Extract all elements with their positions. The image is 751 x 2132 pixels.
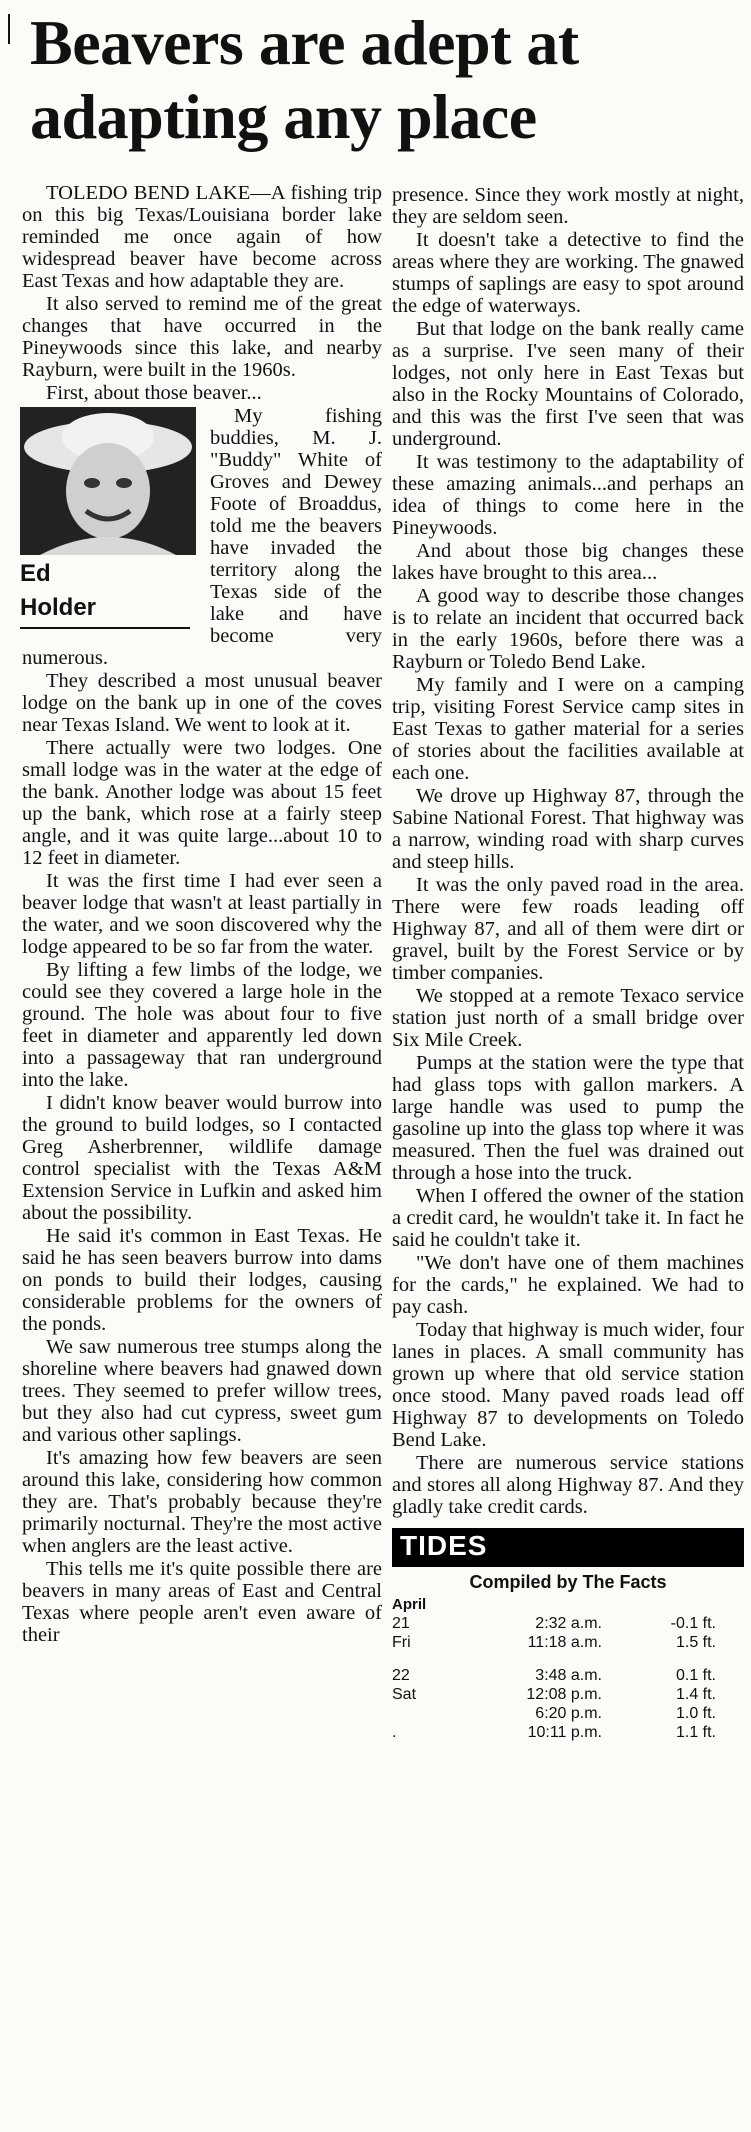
tide-day xyxy=(392,1704,452,1723)
tide-day: 21 xyxy=(392,1615,410,1632)
paragraph: When I offered the owner of the station a credit card, he wouldn't take it. In fact he said he couldn't take it. xyxy=(392,1185,744,1251)
table-row xyxy=(392,1595,744,1614)
paragraph: It's amazing how few beavers are seen around this lake, considering how common they are. That's probably because they're primarily nocturnal. They're the most active when anglers are the least active. xyxy=(22,1447,382,1557)
tide-time: 11:18 a.m. xyxy=(527,1634,602,1651)
tides-table xyxy=(392,1595,744,1742)
author-first-name: Ed xyxy=(20,560,51,587)
tide-time: 10:11 p.m. xyxy=(527,1724,602,1741)
tide-height: 1.4 ft. xyxy=(675,1686,716,1703)
paragraph: He said it's common in East Texas. He said he has seen beavers burrow into dams on ponds to build their lodges, causing considerable problems for the owners of the ponds. xyxy=(22,1225,382,1335)
tide-day: . xyxy=(392,1724,397,1741)
paragraph: We saw numerous tree stumps along the shoreline where beavers had gnawed down trees. They seemed to prefer willow trees, but they also had cut cypress, sweet gum and various other saplings. xyxy=(22,1336,382,1446)
author-last-name: Holder xyxy=(20,594,97,621)
paragraph: My fishing buddies, M. J. "Buddy" White of Groves and Dewey Foote of Broaddus, told me the beavers have invaded the territory along the Texas side of the lake and have become very numerous. xyxy=(22,405,382,669)
table-row xyxy=(392,1723,744,1742)
tide-time: 2:32 a.m. xyxy=(535,1615,602,1632)
paragraph: It was the only paved road in the area. There were few roads leading off Highway 87, and all of them were dirt or gravel, built by the Forest Service or by timber companies. xyxy=(392,874,744,984)
paragraph: There actually were two lodges. One small lodge was in the water at the edge of the bank. Another lodge was about 15 feet up the bank, which rose at a fairly steep angle, and it was quite large...about 10 to 12 feet in diameter. xyxy=(22,737,382,869)
paragraph: It was testimony to the adaptability of these amazing animals...and perhaps an idea of things to come here in the Pineywoods. xyxy=(392,451,744,539)
article-right-column xyxy=(392,184,744,1742)
paragraph: But that lodge on the bank really came as a surprise. I've seen many of their lodges, not only here in East Texas but also in the Rocky Mountains of Colorado, and this was the first I've seen that was underground. xyxy=(392,318,744,450)
paragraph: presence. Since they work mostly at night, they are seldom seen. xyxy=(392,184,744,228)
article-left-column xyxy=(22,182,382,1647)
paragraph: They described a most unusual beaver lodge on the bank up in one of the coves near Texas Island. We went to look at it. xyxy=(22,670,382,736)
paragraph: We stopped at a remote Texaco service station just north of a small bridge over Six Mile Creek. xyxy=(392,985,744,1051)
headline: Beavers are adept at adapting any place xyxy=(30,7,579,152)
paragraph: Today that highway is much wider, four lanes in places. A small community has grown up where that old service station once stood. Many paved roads lead off Highway 87 to developments on Toledo Bend Lake. xyxy=(392,1319,744,1451)
table-row xyxy=(392,1633,744,1652)
paragraph: We drove up Highway 87, through the Sabine National Forest. That highway was a narrow, winding road with sharp curves and steep hills. xyxy=(392,785,744,873)
paragraph: By lifting a few limbs of the lodge, we could see they covered a large hole in the ground. The hole was about four to five feet in diameter and apparently led down into a passageway that ran underground into the lake. xyxy=(22,959,382,1091)
table-row xyxy=(392,1685,744,1704)
tide-day: Fri xyxy=(392,1634,411,1651)
tides-title: TIDES xyxy=(392,1528,744,1567)
paragraph: A good way to describe those changes is to relate an incident that occurred back in the early 1960s, before there was a Rayburn or Toledo Bend Lake. xyxy=(392,585,744,673)
paragraph: This tells me it's quite possible there are beavers in many areas of East and Central Texas where people aren't even aware of their xyxy=(22,1558,382,1646)
tide-height: 1.1 ft. xyxy=(675,1724,716,1741)
tides-box xyxy=(392,1528,744,1742)
paragraph: It was the first time I had ever seen a beaver lodge that wasn't at least partially in the water, and we soon discovered why the lodge appeared to be so far from the water. xyxy=(22,870,382,958)
tide-time: 12:08 p.m. xyxy=(526,1686,602,1703)
author-box xyxy=(20,407,200,629)
tide-height: 0.1 ft. xyxy=(675,1667,716,1684)
paragraph: "We don't have one of them machines for the cards," he explained. We had to pay cash. xyxy=(392,1252,744,1318)
table-row xyxy=(392,1704,744,1723)
author-portrait-icon xyxy=(20,407,196,555)
paragraph: First, about those beaver... xyxy=(46,382,262,404)
tides-month: April xyxy=(392,1596,427,1613)
tide-day: 22 xyxy=(392,1667,410,1684)
paragraph: I didn't know beaver would burrow into the ground to build lodges, so I contacted Greg Asherbrenner, wildlife damage control specialist with the Texas A&M Extension Service in Lufkin and asked him about the possibility. xyxy=(22,1092,382,1224)
paragraph: There are numerous service stations and stores all along Highway 87. And they gladly take credit cards. xyxy=(392,1452,744,1518)
table-row xyxy=(392,1666,744,1685)
author-photo xyxy=(20,407,196,555)
paragraph: My family and I were on a camping trip, visiting Forest Service camp sites in East Texas to gather material for a series of stories about the facilities available at each one. xyxy=(392,674,744,784)
paragraph: And about those big changes these lakes have brought to this area... xyxy=(392,540,744,584)
paragraph: It doesn't take a detective to find the areas where they are working. The gnawed stumps of saplings are easy to spot around the edge of waterways. xyxy=(392,229,744,317)
tide-height: 1.5 ft. xyxy=(675,1634,716,1651)
tides-credit: Compiled by The Facts xyxy=(469,1572,667,1592)
paragraph: TOLEDO BEND LAKE—A fishing trip on this big Texas/Louisiana border lake reminded me once again of how widespread beaver have become across East Texas and how adaptable they are. xyxy=(22,182,382,292)
tide-day: Sat xyxy=(392,1686,417,1703)
author-rule xyxy=(20,627,190,629)
column-rule xyxy=(8,14,10,44)
tide-time: 3:48 a.m. xyxy=(535,1667,602,1684)
paragraph: Pumps at the station were the type that had glass tops with gallon markers. A large handle was used to pump the gasoline up into the glass top where it was measured. Then the fuel was drained out through a hose into the truck. xyxy=(392,1052,744,1184)
paragraph: It also served to remind me of the great changes that have occurred in the Pineywoods since this lake, and nearby Rayburn, were built in the 1960s. xyxy=(22,293,382,381)
tide-time: 6:20 p.m. xyxy=(535,1705,602,1722)
table-row xyxy=(392,1614,744,1633)
tide-height: -0.1 ft. xyxy=(670,1615,716,1632)
tide-height: 1.0 ft. xyxy=(675,1705,716,1722)
